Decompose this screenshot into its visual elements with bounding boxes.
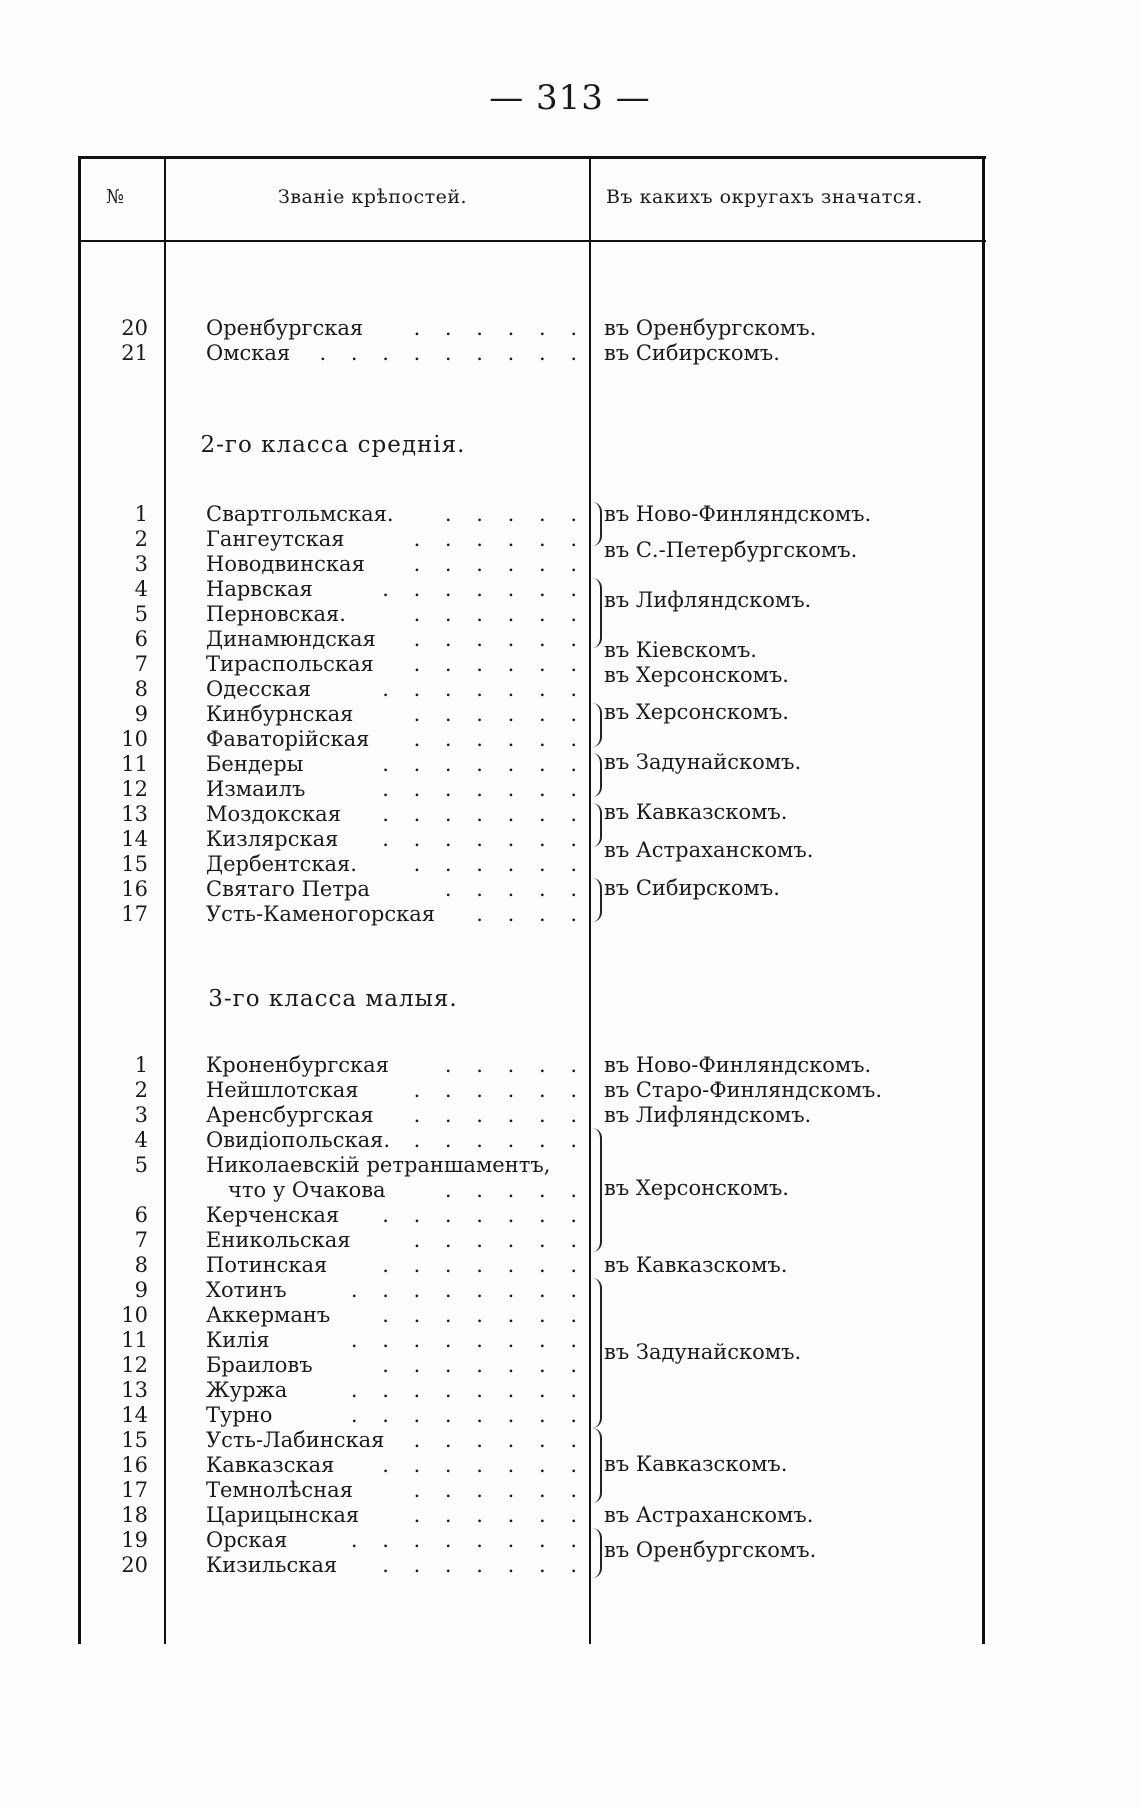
fortress-name: Оренбургская bbox=[206, 316, 364, 340]
fortress-name: Керченская bbox=[206, 1203, 340, 1227]
table-row bbox=[78, 1553, 586, 1578]
leader-dots: . . . . bbox=[476, 902, 586, 926]
row-number: 8 bbox=[134, 1253, 148, 1277]
fortress-name: Нарвская bbox=[206, 577, 313, 601]
leader-dots: . . . . . . bbox=[413, 727, 586, 751]
leader-dots: . . . . . bbox=[444, 1178, 586, 1202]
row-number: 15 bbox=[121, 1428, 148, 1452]
brace bbox=[590, 502, 602, 546]
leader-dots: . . . . . . bbox=[413, 316, 586, 340]
table-row bbox=[78, 341, 586, 366]
fortress-name: Овидіопольская. bbox=[206, 1128, 391, 1152]
row-number: 20 bbox=[121, 1553, 148, 1577]
fortress-name: Тираспольская bbox=[206, 652, 374, 676]
leader-dots: . . . . . . . bbox=[382, 777, 586, 801]
fortress-name: Браиловъ bbox=[206, 1353, 313, 1377]
row-number: 1 bbox=[134, 1053, 148, 1077]
fortress-name: Моздокская bbox=[206, 802, 341, 826]
table-row bbox=[78, 1328, 586, 1353]
fortress-name: Перновская. bbox=[206, 602, 346, 626]
leader-dots: . . . . . . . bbox=[382, 827, 586, 851]
section-title: 2-го класса среднія. bbox=[200, 432, 466, 458]
fortress-name: Журжа bbox=[206, 1378, 288, 1402]
leader-dots: . . . . . bbox=[444, 877, 586, 901]
district: въ Лифляндскомъ. bbox=[604, 588, 812, 612]
fortress-name: Новодвинская bbox=[206, 552, 365, 576]
leader-dots: . . . . . . . bbox=[382, 1303, 586, 1327]
row-number: 14 bbox=[121, 827, 148, 851]
fortress-table bbox=[78, 156, 986, 1644]
section-title: 3-го класса малыя. bbox=[208, 986, 458, 1012]
table-row bbox=[78, 1478, 586, 1503]
leader-dots: . . . . . . . bbox=[382, 752, 586, 776]
leader-dots: . . . . . . bbox=[413, 1103, 586, 1127]
fortress-name: Хотинъ bbox=[206, 1278, 287, 1302]
row-number: 5 bbox=[134, 1153, 148, 1177]
brace bbox=[590, 753, 602, 797]
district: въ Херсонскомъ. bbox=[604, 700, 789, 724]
fortress-name: Нейшлотская bbox=[206, 1078, 359, 1102]
row-number: 4 bbox=[134, 577, 148, 601]
row-number: 21 bbox=[121, 341, 148, 365]
leader-dots: . . . . . . . . bbox=[350, 1328, 586, 1352]
leader-dots: . . . . . . . bbox=[382, 1353, 586, 1377]
header-fortress-name: Званіе крѣпостей. bbox=[278, 186, 468, 208]
fortress-name: Дербентская. bbox=[206, 852, 357, 876]
district: въ С.-Петербургскомъ. bbox=[604, 538, 858, 562]
leader-dots: . . . . . . bbox=[413, 1428, 586, 1452]
row-number: 12 bbox=[121, 1353, 148, 1377]
row-number: 14 bbox=[121, 1403, 148, 1427]
brace bbox=[590, 803, 602, 847]
table-row bbox=[78, 1528, 586, 1553]
fortress-name: Фаваторійская bbox=[206, 727, 370, 751]
table-row bbox=[78, 1503, 586, 1528]
district: въ Херсонскомъ. bbox=[604, 1176, 789, 1200]
leader-dots: . . . . . . . . . bbox=[319, 341, 586, 365]
district: въ Задунайскомъ. bbox=[604, 750, 802, 774]
fortress-name: Гангеутская bbox=[206, 527, 345, 551]
table-row bbox=[78, 777, 586, 802]
leader-dots: . . . . . bbox=[444, 1053, 586, 1077]
table-row bbox=[78, 877, 586, 902]
row-number: 12 bbox=[121, 777, 148, 801]
row-number: 13 bbox=[121, 1378, 148, 1402]
fortress-name: Усть-Лабинская bbox=[206, 1428, 385, 1452]
table-row bbox=[78, 802, 586, 827]
table-row bbox=[78, 727, 586, 752]
fortress-name: Усть-Каменогорская bbox=[206, 902, 436, 926]
fortress-name: Омская bbox=[206, 341, 291, 365]
page-number: — 313 — bbox=[489, 78, 651, 118]
district: въ Кавказскомъ. bbox=[604, 800, 788, 824]
header-rule bbox=[78, 240, 986, 242]
row-number: 1 bbox=[134, 502, 148, 526]
row-number: 16 bbox=[121, 877, 148, 901]
fortress-name: Кавказская bbox=[206, 1453, 335, 1477]
table-row bbox=[78, 1128, 586, 1153]
table-row bbox=[78, 1178, 586, 1203]
district: въ Астраханскомъ. bbox=[604, 838, 814, 862]
row-number: 10 bbox=[121, 727, 148, 751]
district: въ Астраханскомъ. bbox=[604, 1503, 814, 1527]
table-row bbox=[78, 902, 586, 927]
row-number: 5 bbox=[134, 602, 148, 626]
leader-dots: . . . . . . bbox=[413, 852, 586, 876]
leader-dots: . . . . . . . . bbox=[350, 1378, 586, 1402]
district: въ Кіевскомъ. bbox=[604, 638, 757, 662]
table-row bbox=[78, 1203, 586, 1228]
table-row bbox=[78, 602, 586, 627]
brace bbox=[590, 878, 602, 922]
fortress-name: Килія bbox=[206, 1328, 270, 1352]
fortress-name: Кизлярская bbox=[206, 827, 339, 851]
district: въ Сибирскомъ. bbox=[604, 876, 780, 900]
fortress-name: Аренсбургская bbox=[206, 1103, 374, 1127]
table-top-rule bbox=[78, 156, 986, 159]
brace bbox=[590, 1128, 602, 1252]
table-row bbox=[78, 1403, 586, 1428]
row-number: 7 bbox=[134, 1228, 148, 1252]
row-number: 7 bbox=[134, 652, 148, 676]
leader-dots: . . . . . . bbox=[413, 702, 586, 726]
leader-dots: . . . . . . bbox=[413, 1228, 586, 1252]
table-row bbox=[78, 316, 586, 341]
table-row bbox=[78, 1453, 586, 1478]
table-row bbox=[78, 677, 586, 702]
brace bbox=[590, 1278, 602, 1428]
row-number: 9 bbox=[134, 1278, 148, 1302]
table-row bbox=[78, 1353, 586, 1378]
table-row bbox=[78, 502, 586, 527]
fortress-name: Потинская bbox=[206, 1253, 328, 1277]
row-number: 20 bbox=[121, 316, 148, 340]
fortress-name: Кинбурнская bbox=[206, 702, 354, 726]
fortress-name: Орская bbox=[206, 1528, 288, 1552]
table-row bbox=[78, 1153, 586, 1178]
fortress-name: Аккерманъ bbox=[206, 1303, 331, 1327]
table-row bbox=[78, 627, 586, 652]
leader-dots: . . . . . . . bbox=[382, 1453, 586, 1477]
leader-dots: . . . . . . . bbox=[382, 677, 586, 701]
row-number: 11 bbox=[121, 1328, 148, 1352]
row-number: 17 bbox=[121, 1478, 148, 1502]
district: въ Ново-Финляндскомъ. bbox=[604, 1053, 872, 1077]
district: въ Задунайскомъ. bbox=[604, 1340, 802, 1364]
district: въ Лифляндскомъ. bbox=[604, 1103, 812, 1127]
fortress-name: Динамюндская bbox=[206, 627, 376, 651]
row-number: 13 bbox=[121, 802, 148, 826]
leader-dots: . . . . . . . . bbox=[350, 1403, 586, 1427]
table-row bbox=[78, 827, 586, 852]
table-row bbox=[78, 1053, 586, 1078]
table-row bbox=[78, 1278, 586, 1303]
leader-dots: . . . . . . . bbox=[382, 802, 586, 826]
leader-dots: . . . . . . . bbox=[382, 1553, 586, 1577]
leader-dots: . . . . . . bbox=[413, 527, 586, 551]
table-row bbox=[78, 702, 586, 727]
table-row bbox=[78, 552, 586, 577]
fortress-name: Турно bbox=[206, 1403, 273, 1427]
table-row bbox=[78, 577, 586, 602]
leader-dots: . . . . . . bbox=[413, 602, 586, 626]
leader-dots: . . . . . . . bbox=[382, 577, 586, 601]
brace bbox=[590, 1528, 602, 1578]
row-number: 6 bbox=[134, 1203, 148, 1227]
leader-dots: . . . . . . bbox=[413, 1128, 586, 1152]
table-row bbox=[78, 1078, 586, 1103]
district: въ Оренбургскомъ. bbox=[604, 1538, 817, 1562]
table-row bbox=[78, 1253, 586, 1278]
row-number: 8 bbox=[134, 677, 148, 701]
fortress-name: Кизильская bbox=[206, 1553, 338, 1577]
row-number: 3 bbox=[134, 1103, 148, 1127]
table-row bbox=[78, 752, 586, 777]
fortress-name: Кроненбургская bbox=[206, 1053, 389, 1077]
brace bbox=[590, 703, 602, 747]
fortress-name: Бендеры bbox=[206, 752, 304, 776]
leader-dots: . . . . . . bbox=[413, 1078, 586, 1102]
district: въ Херсонскомъ. bbox=[604, 663, 789, 687]
district: въ Кавказскомъ. bbox=[604, 1253, 788, 1277]
row-number: 18 bbox=[121, 1503, 148, 1527]
row-number: 17 bbox=[121, 902, 148, 926]
fortress-name: Святаго Петра bbox=[206, 877, 370, 901]
leader-dots: . . . . . . bbox=[413, 552, 586, 576]
row-number: 2 bbox=[134, 527, 148, 551]
district: въ Ново-Финляндскомъ. bbox=[604, 502, 872, 526]
leader-dots: . . . . . bbox=[444, 502, 586, 526]
row-number: 2 bbox=[134, 1078, 148, 1102]
header-number: № bbox=[106, 186, 125, 208]
right-border bbox=[982, 156, 985, 1644]
leader-dots: . . . . . . . bbox=[382, 1253, 586, 1277]
fortress-name: Еникольская bbox=[206, 1228, 351, 1252]
table-row bbox=[78, 652, 586, 677]
fortress-name: Николаевскій ретраншаментъ, bbox=[206, 1153, 551, 1177]
brace bbox=[590, 1428, 602, 1503]
district: въ Старо-Финляндскомъ. bbox=[604, 1078, 883, 1102]
leader-dots: . . . . . . . . bbox=[350, 1528, 586, 1552]
fortress-name: Измаилъ bbox=[206, 777, 306, 801]
row-number: 4 bbox=[134, 1128, 148, 1152]
fortress-name: Царицынская bbox=[206, 1503, 360, 1527]
header-district: Въ какихъ округахъ значатся. bbox=[606, 186, 923, 208]
table-row bbox=[78, 1228, 586, 1253]
row-number: 6 bbox=[134, 627, 148, 651]
table-row bbox=[78, 527, 586, 552]
table-row bbox=[78, 1428, 586, 1453]
table-row bbox=[78, 852, 586, 877]
table-row bbox=[78, 1103, 586, 1128]
fortress-name: Свартгольмская. bbox=[206, 502, 394, 526]
row-number: 15 bbox=[121, 852, 148, 876]
row-number: 3 bbox=[134, 552, 148, 576]
table-row bbox=[78, 1303, 586, 1328]
brace bbox=[590, 578, 602, 648]
fortress-name: Темнолѣсная bbox=[206, 1478, 353, 1502]
row-number: 19 bbox=[121, 1528, 148, 1552]
table-row bbox=[78, 1378, 586, 1403]
row-number: 10 bbox=[121, 1303, 148, 1327]
leader-dots: . . . . . . . . bbox=[350, 1278, 586, 1302]
district: въ Оренбургскомъ. bbox=[604, 316, 817, 340]
leader-dots: . . . . . . bbox=[413, 1478, 586, 1502]
row-number: 9 bbox=[134, 702, 148, 726]
fortress-name: Одесская bbox=[206, 677, 311, 701]
leader-dots: . . . . . . bbox=[413, 1503, 586, 1527]
fortress-name: что у Очакова bbox=[228, 1178, 386, 1202]
leader-dots: . . . . . . bbox=[413, 627, 586, 651]
leader-dots: . . . . . . bbox=[413, 652, 586, 676]
leader-dots: . . . . . . . bbox=[382, 1203, 586, 1227]
district: въ Сибирскомъ. bbox=[604, 341, 780, 365]
row-number: 11 bbox=[121, 752, 148, 776]
district: въ Кавказскомъ. bbox=[604, 1452, 788, 1476]
row-number: 16 bbox=[121, 1453, 148, 1477]
